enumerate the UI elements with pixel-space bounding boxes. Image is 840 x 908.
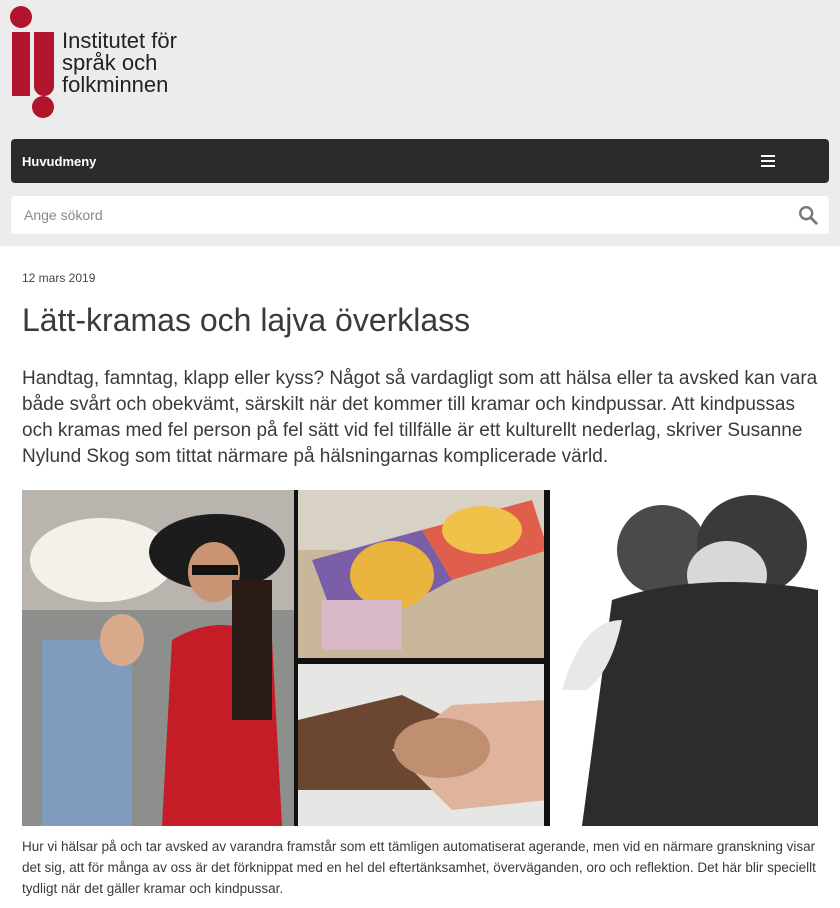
main-menu-label[interactable]: Huvudmeny (22, 153, 97, 169)
logo-line-2: språk och (62, 50, 158, 75)
main-menu-bar[interactable] (11, 139, 829, 183)
search-input[interactable] (22, 206, 726, 224)
logo-line-3: folkminnen (62, 72, 169, 97)
image-caption: Hur vi hälsar på och tar avsked av varandra framstår som ett tämligen automatiserat agerande, men vid en närmare granskning visar det sig, att för många av oss är det förknippat med en hel del eftertänksamhet, överväganden, oro och reflektion. Det här blir speciellt tydligt när det gäller kramar och kindpussar. (22, 839, 816, 896)
logo-line-1: Institutet för (62, 28, 177, 53)
greetings-collage-image (22, 490, 818, 826)
article (0, 271, 840, 899)
site-logo[interactable] (10, 6, 177, 118)
hamburger-icon[interactable] (761, 155, 775, 167)
article-title: Lätt-kramas och lajva överklass (22, 302, 471, 338)
article-date: 12 mars 2019 (22, 271, 96, 285)
logo-mark-icon (10, 6, 56, 118)
article-image (22, 490, 818, 826)
article-lead: Handtag, famntag, klapp eller kyss? Något så vardagligt som att hälsa eller ta avsked kan vara både svårt och obekvämt, särskilt när det kommer till kramar och kindpussar. Att kindpussas och kramas med fel person på fel sätt vid fel tillfälle är ett kulturellt nederlag, skriver Susanne Nylund Skog som tittat närmare på hälsningarnas komplicerade värld. (22, 368, 818, 467)
search-icon[interactable] (797, 204, 819, 226)
site-header (0, 0, 840, 246)
logo-text (62, 30, 177, 96)
search-bar (11, 196, 829, 234)
